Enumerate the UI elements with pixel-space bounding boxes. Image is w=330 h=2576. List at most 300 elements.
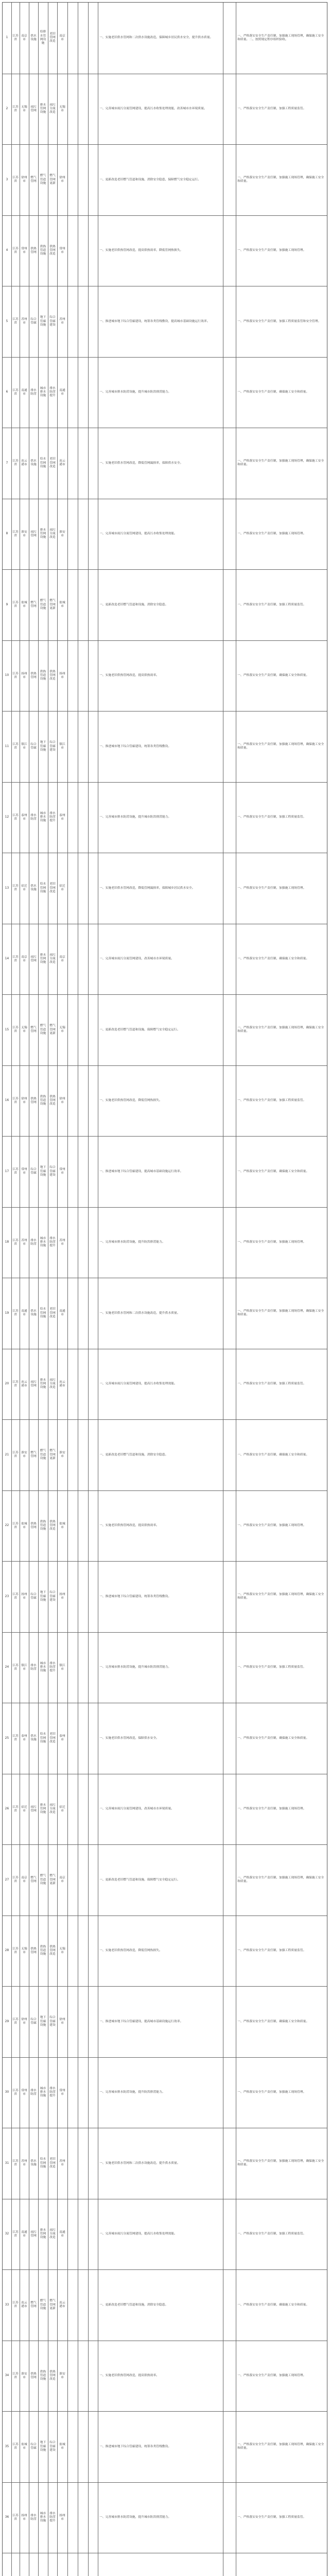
table-cell [3, 216, 11, 286]
cell-text: 34 [5, 2374, 9, 2378]
table-cell [78, 1562, 88, 1632]
table-cell [88, 1987, 98, 2057]
table-cell [20, 1208, 29, 1278]
table-cell [38, 1774, 48, 1845]
table-cell [98, 428, 223, 499]
cell-text: 一、严格落实安全生产责任制，加强施工现场管理，确保施工安全和质量。二、按照规定程序组织验收。 [237, 34, 324, 41]
table-cell [20, 1420, 29, 1490]
table-cell [29, 2199, 38, 2270]
table-cell [48, 1349, 57, 1420]
cell-text: 排水管网设施 [40, 953, 46, 964]
table-cell [88, 2128, 98, 2199]
cell-text: 镇江市 [21, 743, 27, 750]
table-cell [38, 2341, 48, 2412]
cell-text: 一、完善城市排水防涝设施，提升城市防洪排涝能力。 [99, 391, 171, 394]
table-cell [29, 2412, 38, 2482]
cell-text: 一、实施老旧供水管网改造，保障供水安全。 [99, 1736, 159, 1740]
table-cell [48, 286, 57, 357]
cell-text: 供水设施 [30, 885, 37, 892]
cell-text: 雨污管网 [30, 1380, 37, 1387]
table-cell [236, 853, 328, 924]
cell-text: 排水管网设施 [40, 1803, 46, 1815]
table-cell [38, 428, 48, 499]
table-cell [11, 1208, 20, 1278]
table-cell [236, 2341, 328, 2412]
cell-text: 江苏省 [12, 2514, 19, 2521]
table-cell [11, 2058, 20, 2128]
cell-text: 无锡市 [59, 1947, 65, 1954]
table-cell [3, 499, 11, 570]
table-cell [78, 711, 88, 782]
cell-text: 给排水管网设施 [40, 30, 46, 45]
table-cell [29, 924, 38, 995]
table-cell [98, 1774, 223, 1845]
cell-text: 燃气管网 [30, 1451, 37, 1459]
cell-text: 江苏省 [12, 1876, 19, 1884]
table-cell [11, 1774, 20, 1845]
cell-text: 供水设施 [30, 1310, 37, 1317]
table-cell [11, 1633, 20, 1703]
table-cell [78, 2058, 88, 2128]
table-cell [236, 74, 328, 145]
cell-text: 淮安市 [59, 1451, 65, 1459]
table-cell [88, 783, 98, 853]
table-row [3, 1561, 327, 1632]
table-cell [29, 3, 38, 74]
table-cell [88, 1774, 98, 1845]
table-row [3, 2057, 327, 2128]
document-table [2, 2, 327, 2576]
table-cell [88, 1562, 98, 1632]
cell-text: 燃气管网更新 [49, 1449, 56, 1460]
table-cell [48, 216, 57, 286]
table-row [3, 1207, 327, 1278]
cell-text: 给水管网设施 [40, 1308, 46, 1318]
table-cell [236, 641, 328, 711]
table-cell [88, 145, 98, 215]
table-row [3, 2553, 327, 2576]
table-cell [38, 2483, 48, 2553]
table-cell [88, 1420, 98, 1490]
table-cell [3, 1066, 11, 1137]
cell-text: 常州市 [21, 2089, 27, 2096]
table-cell [78, 74, 88, 145]
cell-text: 一、完善城市雨污分流管网建设，改善城市水环境质量。 [99, 1807, 174, 1811]
table-cell [38, 216, 48, 286]
table-cell [48, 995, 57, 1065]
table-cell [3, 428, 11, 499]
table-cell [57, 1845, 67, 1916]
table-cell [236, 2128, 328, 2199]
table-cell [223, 499, 236, 570]
table-cell [67, 1208, 78, 1278]
table-cell [20, 641, 29, 711]
cell-text: 地下管廊设施 [40, 741, 46, 752]
cell-text: 江苏省 [12, 1380, 19, 1387]
table-cell [223, 428, 236, 499]
table-cell [48, 853, 57, 924]
table-row [3, 1844, 327, 1916]
cell-text: 连云港市 [21, 1380, 27, 1387]
cell-text: 城市排水设施 [40, 386, 46, 398]
cell-text: 排水防涝提升 [49, 2512, 56, 2523]
cell-text: 排水管网设施 [40, 2228, 46, 2240]
table-row [3, 1490, 327, 1562]
table-cell [88, 853, 98, 924]
table-cell [236, 2483, 328, 2553]
table-cell [98, 924, 223, 995]
table-cell [88, 1491, 98, 1562]
table-cell [20, 570, 29, 640]
table-cell [29, 2128, 38, 2199]
cell-text: 排水管网设施 [40, 1378, 46, 1389]
cell-text: 连云港市 [21, 2301, 27, 2309]
cell-text: 常州市 [59, 1168, 65, 1175]
table-cell [29, 1491, 38, 1562]
cell-text: 一、更新改造老旧燃气管道和设施，消除安全隐患。 [99, 2303, 168, 2307]
table-cell [48, 641, 57, 711]
cell-text: 江苏省 [12, 2301, 19, 2309]
table-cell [20, 216, 29, 286]
table-cell [78, 1633, 88, 1703]
table-cell [67, 2128, 78, 2199]
table-cell [236, 1916, 328, 1987]
table-cell [48, 1845, 57, 1916]
table-cell [3, 2553, 11, 2576]
cell-text: 一、严格落实安全生产责任制，加强施工现场管理，确保施工安全和质量。 [237, 2160, 324, 2167]
table-cell [236, 1491, 328, 1562]
table-cell [57, 1491, 67, 1562]
table-cell [67, 1278, 78, 1349]
cell-text: 无锡市 [59, 105, 65, 112]
cell-text: 无锡市 [21, 1947, 27, 1954]
cell-text: 淮安市 [21, 1451, 27, 1459]
table-cell [38, 1987, 48, 2057]
cell-text: 供热管道设施 [40, 1520, 46, 1531]
table-cell [11, 1349, 20, 1420]
table-row [3, 1136, 327, 1207]
table-cell [20, 2128, 29, 2199]
table-row [3, 1065, 327, 1137]
cell-text: 9 [6, 603, 8, 606]
table-cell [78, 1066, 88, 1137]
cell-text: 供热管道设施 [40, 670, 46, 681]
table-cell [38, 286, 48, 357]
cell-text: 25 [5, 1736, 9, 1740]
table-cell [98, 853, 223, 924]
table-cell [20, 2553, 29, 2576]
cell-text: 排水防涝 [30, 814, 37, 821]
cell-text: 给水管网设施 [40, 457, 46, 468]
cell-text: 地下管廊设施 [40, 1591, 46, 1602]
table-cell [67, 1066, 78, 1137]
table-cell [20, 1491, 29, 1562]
cell-text: 连云港市 [59, 460, 65, 467]
table-cell [98, 1916, 223, 1987]
cell-text: 一、严格落实安全生产责任制，确保施工安全和质量。 [237, 1736, 309, 1740]
cell-text: 江苏省 [12, 2018, 19, 2025]
table-cell [98, 1491, 223, 1562]
table-cell [38, 924, 48, 995]
table-cell [223, 2199, 236, 2270]
table-cell [98, 74, 223, 145]
table-cell [223, 2483, 236, 2553]
cell-text: 供水设施 [30, 1735, 37, 1742]
table-cell [3, 286, 11, 357]
table-cell [67, 1845, 78, 1916]
table-cell [11, 783, 20, 853]
cell-text: 一、严格落实安全生产责任制，确保施工安全和质量。 [237, 1453, 309, 1456]
table-row [3, 1278, 327, 1349]
cell-text: 江苏省 [12, 1593, 19, 1600]
table-cell [236, 2270, 328, 2341]
table-cell [29, 783, 38, 853]
cell-text: 一、实施老旧供水管网改造，降低管网漏损率，保障城乡居民供水安全。 [99, 886, 195, 890]
cell-text: 综合管廊建设 [49, 741, 56, 752]
table-cell [57, 1703, 67, 1774]
cell-text: 南京市 [21, 955, 27, 962]
table-cell [38, 74, 48, 145]
cell-text: 供热管道设施 [40, 1095, 46, 1106]
cell-text: 宿迁市 [21, 1805, 27, 1812]
table-cell [29, 216, 38, 286]
table-cell [223, 2553, 236, 2576]
table-cell [78, 2483, 88, 2553]
table-cell [11, 641, 20, 711]
cell-text: 江苏省 [12, 1239, 19, 1246]
table-cell [11, 1066, 20, 1137]
table-cell [236, 2058, 328, 2128]
cell-text: 一、完善城市排水防涝设施，提升防洪排涝能力。 [99, 1241, 165, 1244]
cell-text: 7 [6, 461, 8, 465]
table-cell [67, 2199, 78, 2270]
table-cell [78, 2412, 88, 2482]
table-cell [236, 1987, 328, 2057]
cell-text: 一、严格落实安全生产责任制，加强工程质量监管。 [237, 1949, 306, 1953]
cell-text: 排水防涝 [30, 388, 37, 396]
table-cell [67, 924, 78, 995]
table-cell [11, 358, 20, 428]
cell-text: 常州市 [21, 247, 27, 254]
table-cell [3, 1349, 11, 1420]
table-cell [236, 1420, 328, 1490]
table-cell [57, 74, 67, 145]
table-cell [38, 1420, 48, 1490]
cell-text: 地下管廊设施 [40, 316, 46, 327]
cell-text: 19 [5, 1311, 9, 1315]
cell-text: 供热管网 [30, 1097, 37, 1104]
table-row [3, 1916, 327, 1987]
table-cell [38, 1633, 48, 1703]
table-cell [88, 1349, 98, 1420]
cell-text: 一、严格落实安全生产责任制，加强施工现场管理，确保施工安全和质量。 [237, 176, 324, 183]
table-cell [11, 1916, 20, 1987]
cell-text: 盐城市 [21, 601, 27, 608]
table-cell [88, 2483, 98, 2553]
cell-text: 14 [5, 957, 9, 961]
cell-text: 29 [5, 2020, 9, 2023]
cell-text: 排水管网设施 [40, 528, 46, 539]
table-row [3, 2199, 327, 2270]
table-cell [78, 1137, 88, 1207]
cell-text: 苏州市 [21, 318, 27, 325]
cell-text: 一、完善城市排水防涝设施，提升城市防洪排涝能力。 [99, 1666, 171, 1669]
table-cell [29, 1349, 38, 1420]
cell-text: 一、严格落实安全生产责任制，加强工程质量监管。 [237, 2516, 306, 2519]
table-cell [98, 1420, 223, 1490]
cell-text: 一、完善城市雨污分流管网建设，提高污水收集处理效能。 [99, 2232, 177, 2236]
table-cell [236, 924, 328, 995]
table-cell [98, 2270, 223, 2341]
table-cell [48, 2058, 57, 2128]
cell-text: 供热管网 [30, 1947, 37, 1954]
cell-text: 江苏省 [12, 1310, 19, 1317]
table-cell [98, 641, 223, 711]
table-cell [57, 641, 67, 711]
table-cell [223, 1137, 236, 1207]
cell-text: 徐州市 [59, 1097, 65, 1104]
table-cell [3, 2058, 11, 2128]
table-cell [67, 1137, 78, 1207]
cell-text: 一、严格落实安全生产责任制，加强施工现场管理，确保施工安全和质量。 [237, 743, 324, 750]
cell-text: 排水防涝提升 [49, 1236, 56, 1248]
table-row [3, 3, 327, 74]
table-row [3, 640, 327, 711]
cell-text: 雨污分流改造 [49, 2228, 56, 2240]
table-cell [3, 1137, 11, 1207]
cell-text: 燃气管网 [30, 1026, 37, 1033]
table-row [3, 2341, 327, 2412]
cell-text: 江苏省 [12, 318, 19, 325]
cell-text: 一、实施老旧供热管网改造，提高供热效率，降低管网热损失。 [99, 249, 183, 252]
cell-text: 南京市 [59, 1876, 65, 1884]
table-cell [48, 2553, 57, 2576]
table-cell [3, 853, 11, 924]
table-cell [57, 1420, 67, 1490]
cell-text: 扬州市 [21, 1593, 27, 1600]
table-cell [48, 783, 57, 853]
cell-text: 一、严格落实安全生产责任制，确保施工安全和质量。 [237, 674, 309, 677]
cell-text: 老旧管网改造 [49, 1733, 56, 1743]
table-cell [48, 74, 57, 145]
cell-text: 淮安市 [21, 530, 27, 537]
cell-text: 排水管网设施 [40, 103, 46, 114]
cell-text: 综合管廊建设 [49, 2016, 56, 2027]
table-cell [236, 711, 328, 782]
cell-text: 排水防涝 [30, 1664, 37, 1671]
table-cell [20, 924, 29, 995]
cell-text: 老旧管网改造 [49, 32, 56, 43]
cell-text: 徐州市 [21, 176, 27, 183]
cell-text: 12 [5, 816, 9, 819]
table-cell [57, 2341, 67, 2412]
table-cell [3, 711, 11, 782]
table-cell [67, 2412, 78, 2482]
table-cell [11, 216, 20, 286]
table-cell [29, 2483, 38, 2553]
cell-text: 供热管道设施 [40, 1945, 46, 1956]
table-cell [236, 1349, 328, 1420]
cell-text: 燃气管道设施 [40, 1874, 46, 1885]
table-cell [223, 2270, 236, 2341]
table-cell [48, 428, 57, 499]
cell-text: 综合管廊 [30, 1593, 37, 1600]
table-cell [20, 1633, 29, 1703]
cell-text: 江苏省 [12, 1805, 19, 1812]
table-cell [11, 1562, 20, 1632]
cell-text: 一、严格落实安全生产责任制，加强施工现场管理。 [237, 2374, 306, 2378]
cell-text: 江苏省 [12, 1522, 19, 1529]
table-cell [223, 358, 236, 428]
table-cell [67, 2270, 78, 2341]
cell-text: 盐城市 [59, 1522, 65, 1529]
table-cell [29, 286, 38, 357]
table-cell [88, 711, 98, 782]
table-cell [67, 499, 78, 570]
table-cell [98, 2412, 223, 2482]
table-cell [11, 2270, 20, 2341]
table-cell [78, 2270, 88, 2341]
cell-text: 排水防涝提升 [49, 811, 56, 823]
cell-text: 雨污管网 [30, 2230, 37, 2238]
table-cell [98, 783, 223, 853]
table-cell [48, 1208, 57, 1278]
cell-text: 一、严格落实安全生产责任制，加强工程质量监管。 [237, 2232, 306, 2236]
table-cell [98, 358, 223, 428]
table-cell [11, 853, 20, 924]
cell-text: 宿迁市 [21, 885, 27, 892]
table-cell [98, 286, 223, 357]
cell-text: 一、完善城市排水防涝设施，提升防洪排涝能力。 [99, 2091, 165, 2094]
table-row [3, 2482, 327, 2553]
cell-text: 一、严格落实安全生产责任制，确保施工安全和质量。 [237, 2303, 309, 2307]
table-cell [29, 711, 38, 782]
cell-text: 苏州市 [21, 2160, 27, 2167]
cell-text: 江苏省 [12, 601, 19, 608]
table-cell [57, 3, 67, 74]
table-cell [88, 570, 98, 640]
table-cell [11, 145, 20, 215]
table-row [3, 1703, 327, 1774]
table-cell [48, 3, 57, 74]
cell-text: 30 [5, 2091, 9, 2094]
table-cell [11, 711, 20, 782]
table-cell [98, 1562, 223, 1632]
table-cell [20, 2341, 29, 2412]
table-cell [20, 1137, 29, 1207]
table-cell [67, 570, 78, 640]
cell-text: 一、严格落实安全生产责任制，加强施工现场管理，确保施工安全和质量。 [237, 1593, 324, 1600]
table-cell [11, 499, 20, 570]
table-cell [98, 1845, 223, 1916]
table-cell [78, 995, 88, 1065]
table-cell [98, 1349, 223, 1420]
table-cell [3, 2128, 11, 2199]
table-cell [223, 1845, 236, 1916]
table-row [3, 924, 327, 995]
cell-text: 一、完善城市雨污分流管网建设，提高污水收集处理效能。 [99, 1382, 177, 1386]
cell-text: 老旧管网改造 [49, 2158, 56, 2168]
table-cell [78, 1703, 88, 1774]
table-cell [29, 853, 38, 924]
cell-text: 一、更新改造老旧燃气管道和设施，消除安全隐患。 [99, 1453, 168, 1456]
table-cell [11, 570, 20, 640]
cell-text: 江苏省 [12, 388, 19, 396]
table-cell [29, 1916, 38, 1987]
table-cell [98, 1278, 223, 1349]
table-cell [29, 1278, 38, 1349]
cell-text: 一、实施老旧供水管网和二次供水设施改造，提升供水质量。 [99, 1311, 180, 1315]
